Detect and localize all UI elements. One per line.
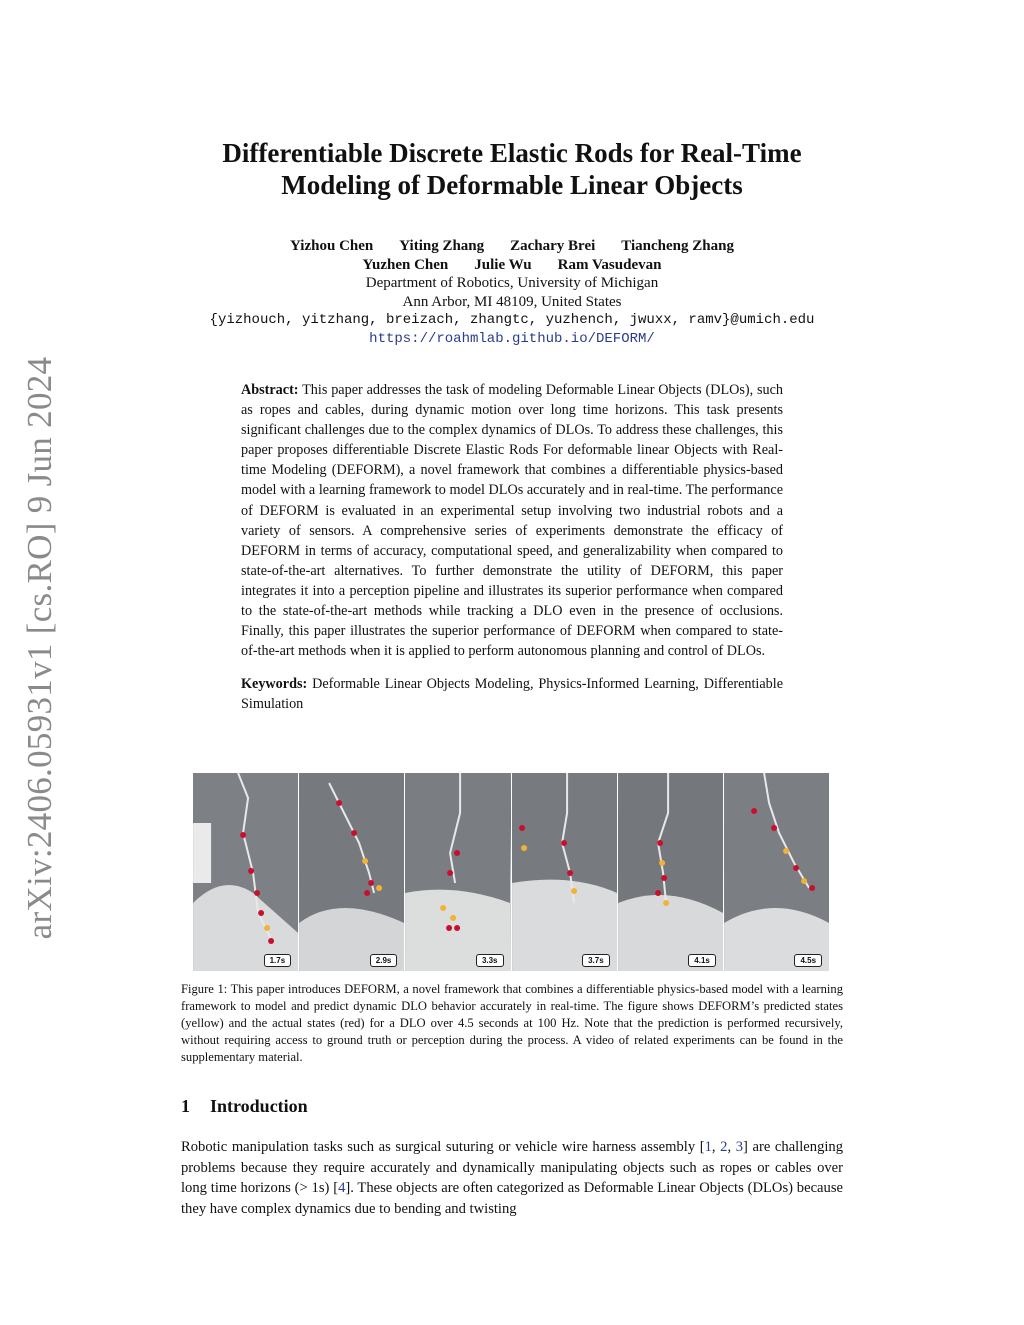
- section-title: Introduction: [210, 1096, 308, 1116]
- keywords-paragraph: [241, 674, 783, 714]
- abstract-paragraph: [241, 380, 783, 661]
- time-label: 4.1s: [688, 954, 716, 967]
- introduction-body: [181, 1137, 843, 1219]
- time-label: 2.9s: [370, 954, 398, 967]
- time-label: 3.7s: [582, 954, 610, 967]
- arxiv-identifier: arXiv:2406.05931v1 [cs.RO] 9 Jun 2024: [20, 356, 59, 940]
- author-name: Ram Vasudevan: [557, 256, 662, 273]
- rope-frame-illustration: [405, 773, 510, 971]
- figure-frame: [618, 773, 723, 971]
- citation-link[interactable]: 4: [338, 1180, 346, 1196]
- project-url-link[interactable]: https://roahmlab.github.io/DEFORM/: [369, 330, 655, 347]
- author-row-2: [0, 256, 1024, 275]
- author-name: Yuzhen Chen: [362, 256, 449, 273]
- rope-frame-illustration: [193, 773, 298, 971]
- citation-link[interactable]: 2: [720, 1139, 728, 1155]
- figure-frame: [299, 773, 404, 971]
- abstract-block: [241, 380, 783, 715]
- figure-frame: [405, 773, 510, 971]
- body-text-span: ,: [727, 1139, 736, 1155]
- rope-frame-illustration: [512, 773, 617, 971]
- paper-title: [0, 137, 1024, 201]
- title-line-1: Differentiable Discrete Elastic Rods for Real-Time: [222, 138, 802, 168]
- body-paragraph: [181, 1137, 843, 1219]
- time-label: 1.7s: [264, 954, 292, 967]
- author-name: Tiancheng Zhang: [621, 238, 734, 254]
- time-label: 3.3s: [476, 954, 504, 967]
- author-block: [0, 237, 1024, 348]
- abstract-text: This paper addresses the task of modeling Deformable Linear Objects (DLOs), such as ropes and cables, during dynamic motion over long time horizons. This task presents significant challenges due to the complex dynamics of DLOs. To address these challenges, this paper proposes differentiable Discrete Elastic Rods For deformable linear Objects with Real-time Modeling (DEFORM), a novel framework that combines a differentiable physics-based model with a learning framework to model DLOs accurately and in real-time. The performance of DEFORM is evaluated in an experimental setup involving two industrial robots and a variety of sensors. A comprehensive series of experiments demonstrate the efficacy of DEFORM in terms of accuracy, computational speed, and generalizability when compared to state-of-the-art alternatives. To further demonstrate the utility of DEFORM, this paper integrates it into a perception pipeline and illustrates its superior performance when compared to the state-of-the-art methods while tracking a DLO even in the presence of occlusions. Finally, this paper illustrates the superior performance of DEFORM when compared to state-of-the-art methods when it is applied to perform autonomous planning and control of DLOs.: [241, 382, 784, 660]
- body-text-span: ]. These objects are often categorized as Deformable Linear Objects (DLOs) because they have complex dynamics due to bending and twisting: [181, 1180, 843, 1217]
- title-line-2: Modeling of Deformable Linear Objects: [281, 170, 743, 200]
- rope-frame-illustration: [724, 773, 829, 971]
- figure-caption: Figure 1: This paper introduces DEFORM, a novel framework that combines a differentiable physics-based model with a learning framework to model and predict dynamic DLO behavior accurately in real-time. The figure shows DEFORM’s predicted states (yellow) and the actual states (red) for a DLO over 4.5 seconds at 100 Hz. Note that the prediction is performed recursively, without requiring access to ground truth or perception during the process. A video of related experiments can be found in the supplementary material.: [181, 982, 843, 1064]
- figure-1: [193, 773, 829, 971]
- author-name: Julie Wu: [474, 256, 532, 273]
- author-name: Yiting Zhang: [399, 238, 485, 254]
- time-label: 4.5s: [794, 954, 822, 967]
- body-text-span: ,: [711, 1139, 721, 1155]
- abstract-label: Abstract:: [241, 382, 299, 398]
- citation-link[interactable]: 1: [704, 1139, 712, 1155]
- author-name: Zachary Brei: [510, 238, 596, 254]
- figure-frame: [724, 773, 829, 971]
- section-heading: [181, 1096, 308, 1117]
- author-emails: {yizhouch, yitzhang, breizach, zhangtc, yuzhench, jwuxx, ramv}@umich.edu: [209, 312, 815, 328]
- body-text-span: ] are challenging problems because they require accurately and dynamically manipulating objects such as ropes or cables over long time horizons (> 1s) [: [181, 1139, 844, 1196]
- figure-frame: [512, 773, 617, 971]
- author-name: Yizhou Chen: [290, 238, 374, 254]
- rope-frame-illustration: [299, 773, 404, 971]
- rope-frame-illustration: [618, 773, 723, 971]
- keywords-text: Deformable Linear Objects Modeling, Physics-Informed Learning, Differentiable Simulation: [241, 676, 784, 713]
- citation-link[interactable]: 3: [735, 1139, 744, 1155]
- address: Ann Arbor, MI 48109, United States: [402, 293, 622, 310]
- body-text-span: Robotic manipulation tasks such as surgical suturing or vehicle wire harness assembly [: [181, 1139, 705, 1155]
- author-row-1: [0, 237, 1024, 256]
- affiliation: Department of Robotics, University of Michigan: [365, 275, 659, 291]
- figure-frame: [193, 773, 298, 971]
- keywords-label: Keywords:: [241, 676, 308, 693]
- section-number: 1: [181, 1096, 190, 1116]
